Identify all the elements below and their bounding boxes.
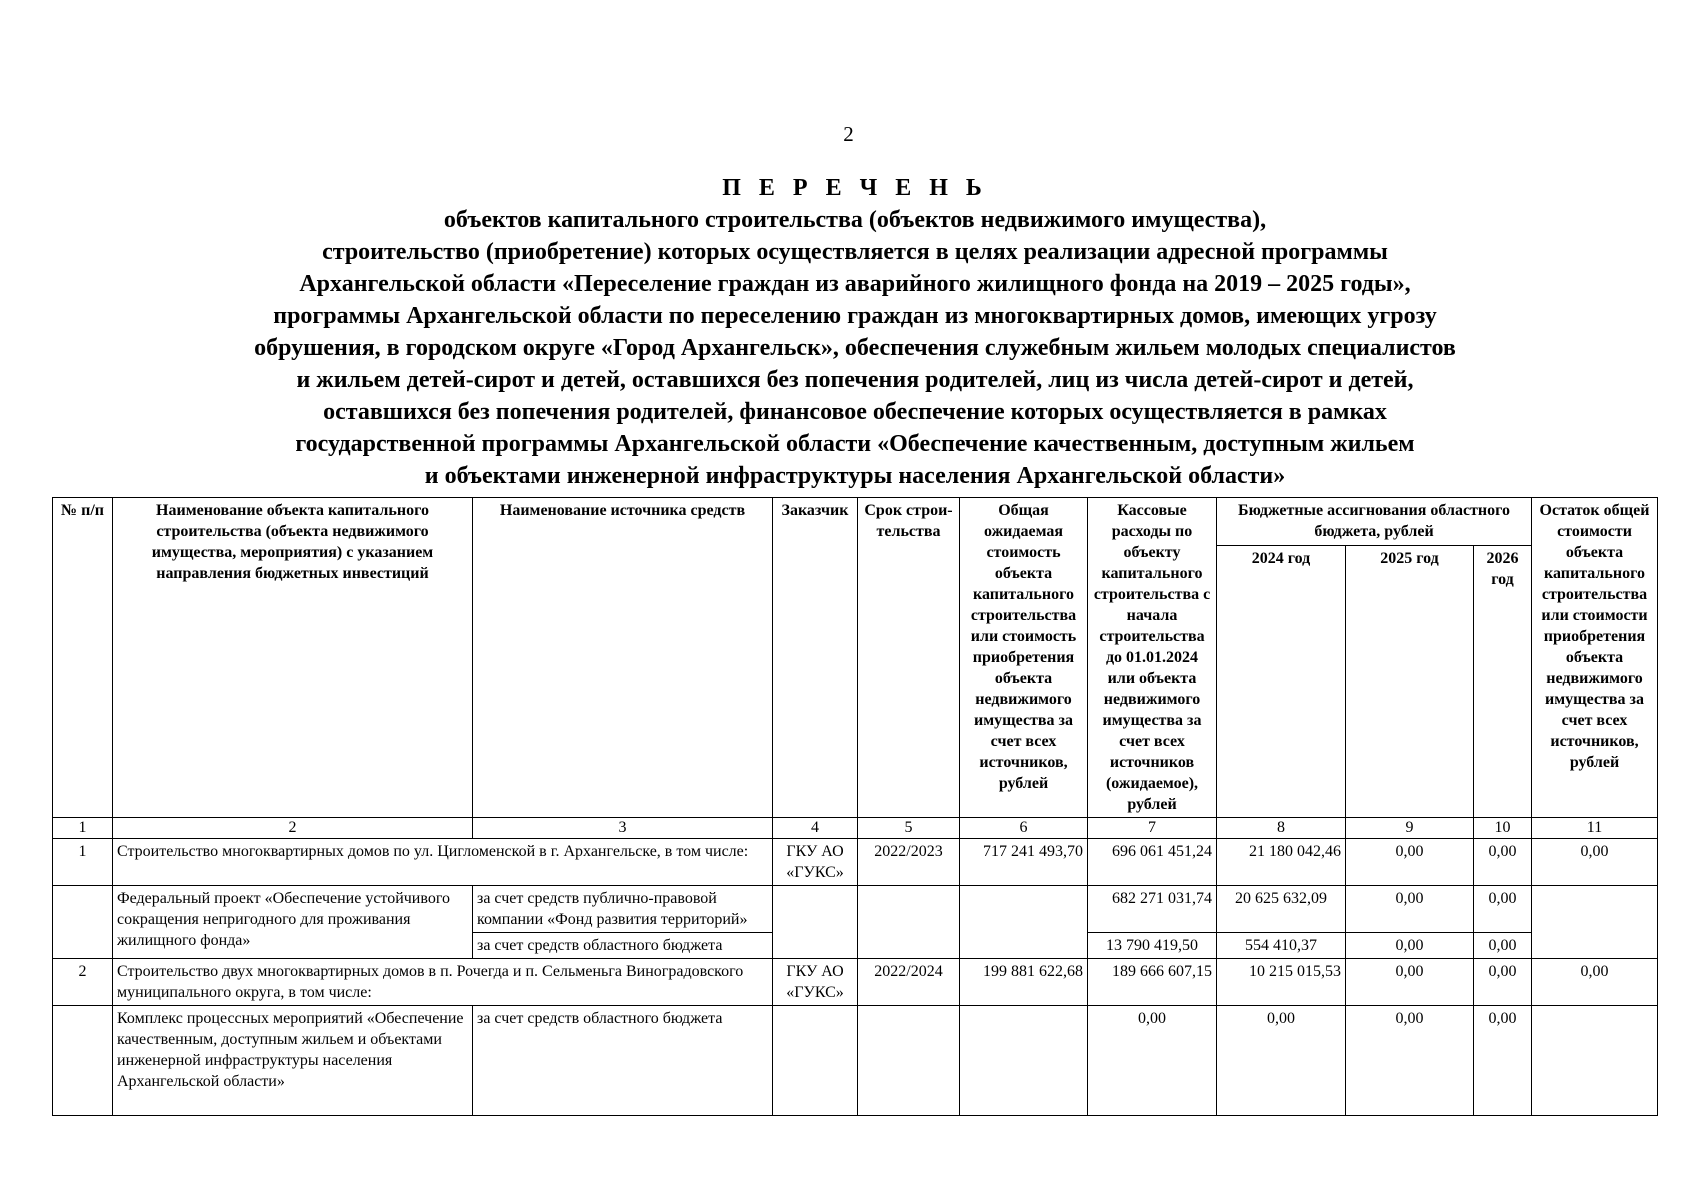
row-cash: 13 790 419,50	[1088, 933, 1217, 959]
row-remainder: 0,00	[1532, 959, 1658, 1006]
row-remainder-empty	[1532, 886, 1658, 959]
column-number: 11	[1532, 818, 1658, 839]
column-number: 3	[473, 818, 773, 839]
column-numbers-row	[53, 818, 1658, 839]
header-term: Срок строи- тельства	[858, 498, 960, 818]
header-cash: Кассовые расходы по объекту капитального строительства с начала строительства до 01.01.2024 или объекта недвижимого имущества за счет всех источников (ожидаемое), рублей	[1088, 498, 1217, 818]
row-num-empty	[53, 886, 113, 959]
row-cash: 696 061 451,24	[1088, 839, 1217, 886]
table-row	[53, 886, 1658, 933]
row-term: 2022/2023	[858, 839, 960, 886]
row-year-2024: 0,00	[1217, 1006, 1346, 1116]
title-line: объектов капитального строительства (объектов недвижимого имущества),	[443, 207, 1267, 233]
table-row	[53, 1006, 1658, 1116]
row-name: Федеральный проект «Обеспечение устойчивого сокращения непригодного для проживания жилищного фонда»	[113, 886, 473, 959]
header-customer: Заказчик	[773, 498, 858, 818]
row-name: Комплекс процессных мероприятий «Обеспечение качественным, доступным жильем и объектами инженерной инфраструктуры населения Архангельской области»	[113, 1006, 473, 1116]
row-year-2026: 0,00	[1474, 933, 1532, 959]
title-line: государственной программы Архангельской области «Обеспечение качественным, доступным жильем	[295, 431, 1415, 457]
row-num: 2	[53, 959, 113, 1006]
row-year-2026: 0,00	[1474, 886, 1532, 933]
row-total-cost-empty	[960, 1006, 1088, 1116]
column-number: 9	[1346, 818, 1474, 839]
row-remainder: 0,00	[1532, 839, 1658, 886]
row-source: за счет средств областного бюджета	[473, 933, 773, 959]
title-line: программы Архангельской области по переселению граждан из многоквартирных домов, имеющих угрозу	[273, 303, 1437, 329]
title-line: и жильем детей-сирот и детей, оставшихся без попечения родителей, лиц из числа детей-сирот и детей,	[296, 367, 1414, 393]
column-number: 8	[1217, 818, 1346, 839]
row-term: 2022/2024	[858, 959, 960, 1006]
row-num-empty	[53, 1006, 113, 1116]
title-line: оставшихся без попечения родителей, финансовое обеспечение которых осуществляется в рамках	[323, 399, 1387, 425]
row-year-2025: 0,00	[1346, 886, 1474, 933]
table-row	[53, 839, 1658, 886]
row-year-2026: 0,00	[1474, 1006, 1532, 1116]
row-term-empty	[858, 1006, 960, 1116]
table-row	[53, 959, 1658, 1006]
header-remainder: Остаток общей стоимости объекта капитального строительства или стоимости приобретения объекта недвижимого имущества за счет всех источников, рублей	[1532, 498, 1658, 818]
row-year-2025: 0,00	[1346, 839, 1474, 886]
row-year-2025: 0,00	[1346, 1006, 1474, 1116]
row-name: Строительство многоквартирных домов по ул. Цигломенской в г. Архангельске, в том числе:	[113, 839, 773, 886]
header-year-2025: 2025 год	[1346, 545, 1474, 817]
column-number: 2	[113, 818, 473, 839]
title-main: П Е Р Е Ч Е Н Ь	[722, 175, 988, 201]
title-line: обрушения, в городском округе «Город Архангельск», обеспечения служебным жильем молодых специалистов	[254, 335, 1456, 361]
row-customer: ГКУ АО «ГУКС»	[773, 839, 858, 886]
title-line: Архангельской области «Переселение граждан из аварийного жилищного фонда на 2019 – 2025 годы»,	[299, 271, 1411, 297]
row-year-2025: 0,00	[1346, 959, 1474, 1006]
row-term-empty	[858, 886, 960, 959]
row-name: Строительство двух многоквартирных домов в п. Рочегда и п. Сельменьга Виноградовского муниципального округа, в том числе:	[113, 959, 773, 1006]
objects-table	[52, 497, 1658, 1116]
row-customer-empty	[773, 886, 858, 959]
column-number: 7	[1088, 818, 1217, 839]
title-line: строительство (приобретение) которых осуществляется в целях реализации адресной программы	[322, 239, 1388, 265]
header-name: Наименование объекта капитального строительства (объекта недвижимого имущества, мероприятия) с указанием направления бюджетных инвестиций	[113, 498, 473, 818]
row-total-cost-empty	[960, 886, 1088, 959]
column-number: 4	[773, 818, 858, 839]
header-num: № п/п	[53, 498, 113, 818]
row-total-cost: 199 881 622,68	[960, 959, 1088, 1006]
document-title	[60, 172, 1650, 492]
row-total-cost: 717 241 493,70	[960, 839, 1088, 886]
row-year-2025: 0,00	[1346, 933, 1474, 959]
column-number: 10	[1474, 818, 1532, 839]
row-year-2024: 10 215 015,53	[1217, 959, 1346, 1006]
row-year-2026: 0,00	[1474, 839, 1532, 886]
page-number: 2	[843, 122, 854, 146]
title-line: и объектами инженерной инфраструктуры населения Архангельской области»	[424, 463, 1286, 489]
row-year-2024: 20 625 632,09	[1217, 886, 1346, 933]
row-cash: 682 271 031,74	[1088, 886, 1217, 933]
header-row	[53, 498, 1658, 546]
header-budget-group: Бюджетные ассигнования областного бюджета, рублей	[1217, 498, 1532, 546]
row-cash: 189 666 607,15	[1088, 959, 1217, 1006]
column-number: 6	[960, 818, 1088, 839]
row-cash: 0,00	[1088, 1006, 1217, 1116]
header-year-2026: 2026 год	[1474, 545, 1532, 817]
row-source: за счет средств публично-правовой компании «Фонд развития территорий»	[473, 886, 773, 933]
header-total-cost: Общая ожидаемая стоимость объекта капитального строительства или стоимость приобретения объекта недвижимого имущества за счет всех источников, рублей	[960, 498, 1088, 818]
header-year-2024: 2024 год	[1217, 545, 1346, 817]
row-num: 1	[53, 839, 113, 886]
row-customer: ГКУ АО «ГУКС»	[773, 959, 858, 1006]
row-year-2024: 21 180 042,46	[1217, 839, 1346, 886]
row-year-2024: 554 410,37	[1217, 933, 1346, 959]
header-source: Наименование источника средств	[473, 498, 773, 818]
row-customer-empty	[773, 1006, 858, 1116]
row-year-2026: 0,00	[1474, 959, 1532, 1006]
row-remainder-empty	[1532, 1006, 1658, 1116]
column-number: 1	[53, 818, 113, 839]
row-source: за счет средств областного бюджета	[473, 1006, 773, 1116]
column-number: 5	[858, 818, 960, 839]
